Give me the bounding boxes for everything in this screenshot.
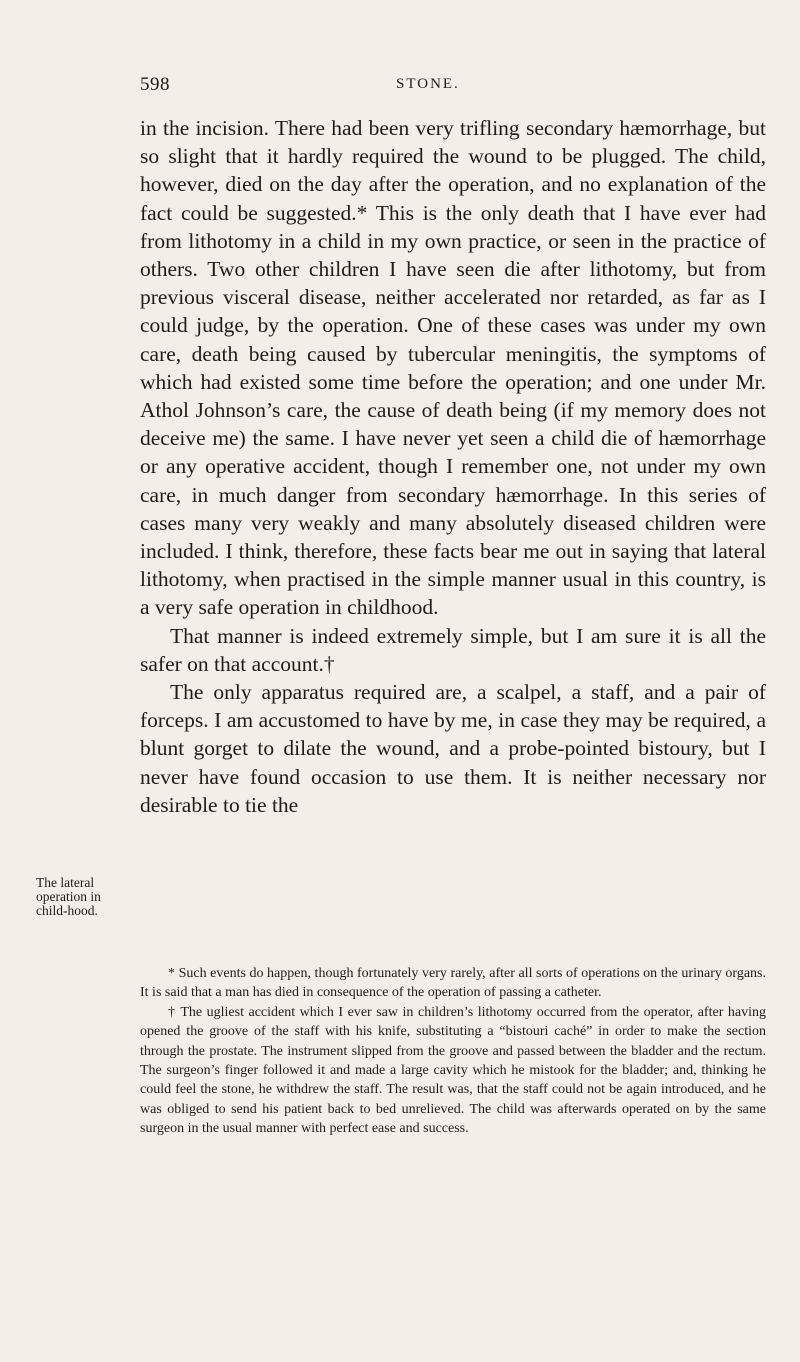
page-number: 598 [140, 74, 170, 95]
margin-note: The lateral operation in child-hood. [36, 875, 101, 918]
running-head: STONE. [396, 76, 460, 92]
footnote: † The ugliest accident which I ever saw in children’s lithotomy occurred from the operator, after having opened the groove of the staff with his knife, substituting a “bistouri caché” in order to make the section through the prostate. The instrument slipped from the groove and passed between the bladder and the rectum. The surgeon’s finger followed it and made a large cavity which he mistook for the bladder; and, thinking he could feel the stone, he withdrew the staff. The result was, that the staff could not be again introduced, and he was obliged to send his patient back to bed unrelieved. The child was afterwards operated on by the same surgeon in the usual manner with perfect ease and success. [140, 1004, 766, 1137]
page-header [140, 74, 760, 108]
footnotes [140, 964, 766, 1139]
paragraph: That manner is indeed extremely simple, but I am sure it is all the safer on that account.† [140, 623, 766, 676]
paragraph: in the incision. There had been very trifling secondary hæmorrhage, but so slight that it hardly required the wound to be plugged. The child, however, died on the day after the operation, and no explanation of the fact could be suggested.* This is the only death that I have ever had from lithotomy in a child in my own practice, or seen in the practice of others. Two other children I have seen die after lithotomy, but from previous visceral disease, neither accelerated nor retarded, as far as I could judge, by the operation. One of these cases was under my own care, death being caused by tubercular meningitis, the symptoms of which had existed some time before the operation; and one under Mr. Athol Johnson’s care, the cause of death being (if my memory does not deceive me) the same. I have never yet seen a child die of hæmorrhage or any operative accident, though I remember one, not under my own care, in much danger from secondary hæmorrhage. In this series of cases many very weakly and many absolutely diseased children were included. I think, therefore, these facts bear me out in saying that lateral lithotomy, when practised in the simple manner usual in this country, is a very safe operation in childhood. [140, 116, 766, 620]
paragraph: The only apparatus required are, a scalpel, a staff, and a pair of forceps. I am accustomed to have by me, in case they may be required, a blunt gorget to dilate the wound, and a probe-pointed bistoury, but I never have found occasion to use them. It is neither necessary nor desirable to tie the [140, 680, 766, 817]
main-text [140, 114, 766, 819]
footnote: * Such events do happen, though fortunately very rarely, after all sorts of operations on the urinary organs. It is said that a man has died in consequence of the operation of passing a catheter. [140, 966, 766, 1001]
